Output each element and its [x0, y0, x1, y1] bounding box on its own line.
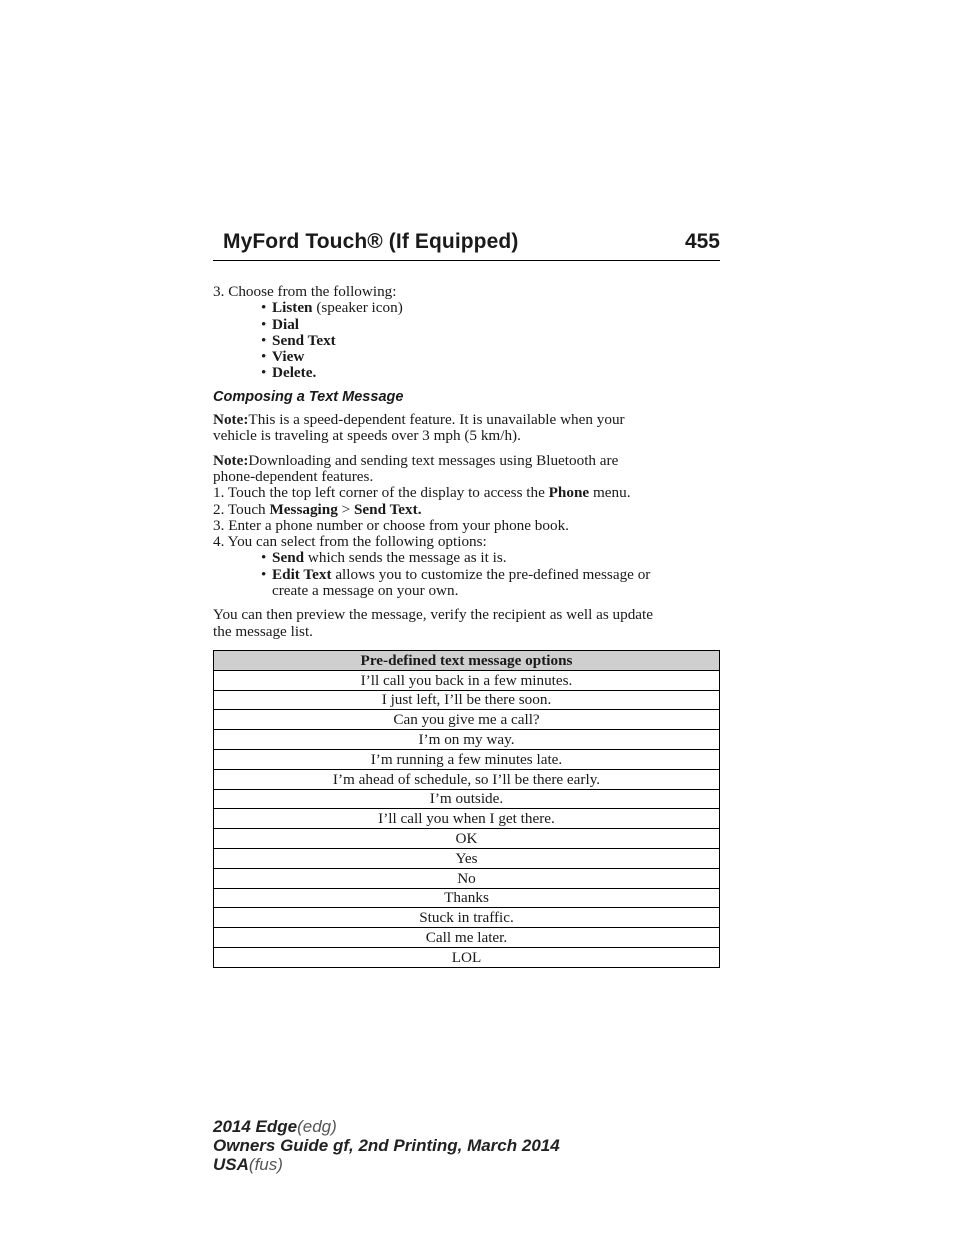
table-row: Call me later. [214, 928, 720, 948]
page-title: MyFord Touch® (If Equipped) [223, 230, 519, 253]
table-row: I’ll call you when I get there. [214, 809, 720, 829]
table-row: I’m on my way. [214, 730, 720, 750]
page-number: 455 [684, 230, 720, 253]
choose-step: 3. Choose from the following: [213, 283, 397, 300]
step-1: 1. Touch the top left corner of the display to access the Phone menu. [213, 484, 631, 502]
table-row: Yes [214, 848, 720, 868]
send-options-list: • Send which sends the message as it is. • Edit Text allows you to customize the pre-defined message or create a message on your own. [213, 550, 721, 599]
list-item: • Send which sends the message as it is. [261, 549, 507, 567]
step-3: 3. Enter a phone number or choose from your phone book. [213, 516, 569, 534]
note-speed: Note:This is a speed-dependent feature. It is unavailable when your vehicle is traveling at speeds over 3 mph (5 km/h). [213, 411, 625, 445]
step-4: 4. You can select from the following options: [213, 533, 487, 551]
list-item: • Dial [261, 315, 300, 333]
table-row: Thanks [214, 888, 720, 908]
list-item: • Edit Text allows you to customize the pre-defined message or [261, 565, 651, 583]
closing-paragraph: You can then preview the message, verify the recipient as well as update the message list. [213, 606, 654, 640]
page-footer: 2014 Edge(edg) Owners Guide gf, 2nd Printing, March 2014 USA(fus) [213, 1117, 560, 1174]
section-heading: Composing a Text Message [213, 388, 404, 405]
list-item: • Send Text [261, 331, 336, 349]
list-item: • Delete. [261, 364, 317, 382]
table-row: I’m outside. [214, 789, 720, 809]
step-2: 2. Touch Messaging > Send Text. [213, 500, 422, 518]
page-content [213, 284, 721, 968]
list-item: • View [261, 348, 305, 366]
table-row: I’m ahead of schedule, so I’ll be there early. [214, 769, 720, 789]
table-header: Pre-defined text message options [214, 650, 720, 670]
table-row: LOL [214, 947, 720, 967]
table-row: I’ll call you back in a few minutes. [214, 670, 720, 690]
table-row: Can you give me a call? [214, 710, 720, 730]
predefined-messages-table [213, 650, 720, 968]
page-header [213, 226, 720, 261]
list-item: • Listen (speaker icon) [261, 299, 403, 317]
table-row: No [214, 868, 720, 888]
table-row: OK [214, 829, 720, 849]
table-row: I just left, I’ll be there soon. [214, 690, 720, 710]
table-row: Stuck in traffic. [214, 908, 720, 928]
table-row: I’m running a few minutes late. [214, 749, 720, 769]
choose-options-list [213, 300, 721, 381]
note-bluetooth: Note:Downloading and sending text messages using Bluetooth are phone-dependent features. [213, 451, 619, 485]
